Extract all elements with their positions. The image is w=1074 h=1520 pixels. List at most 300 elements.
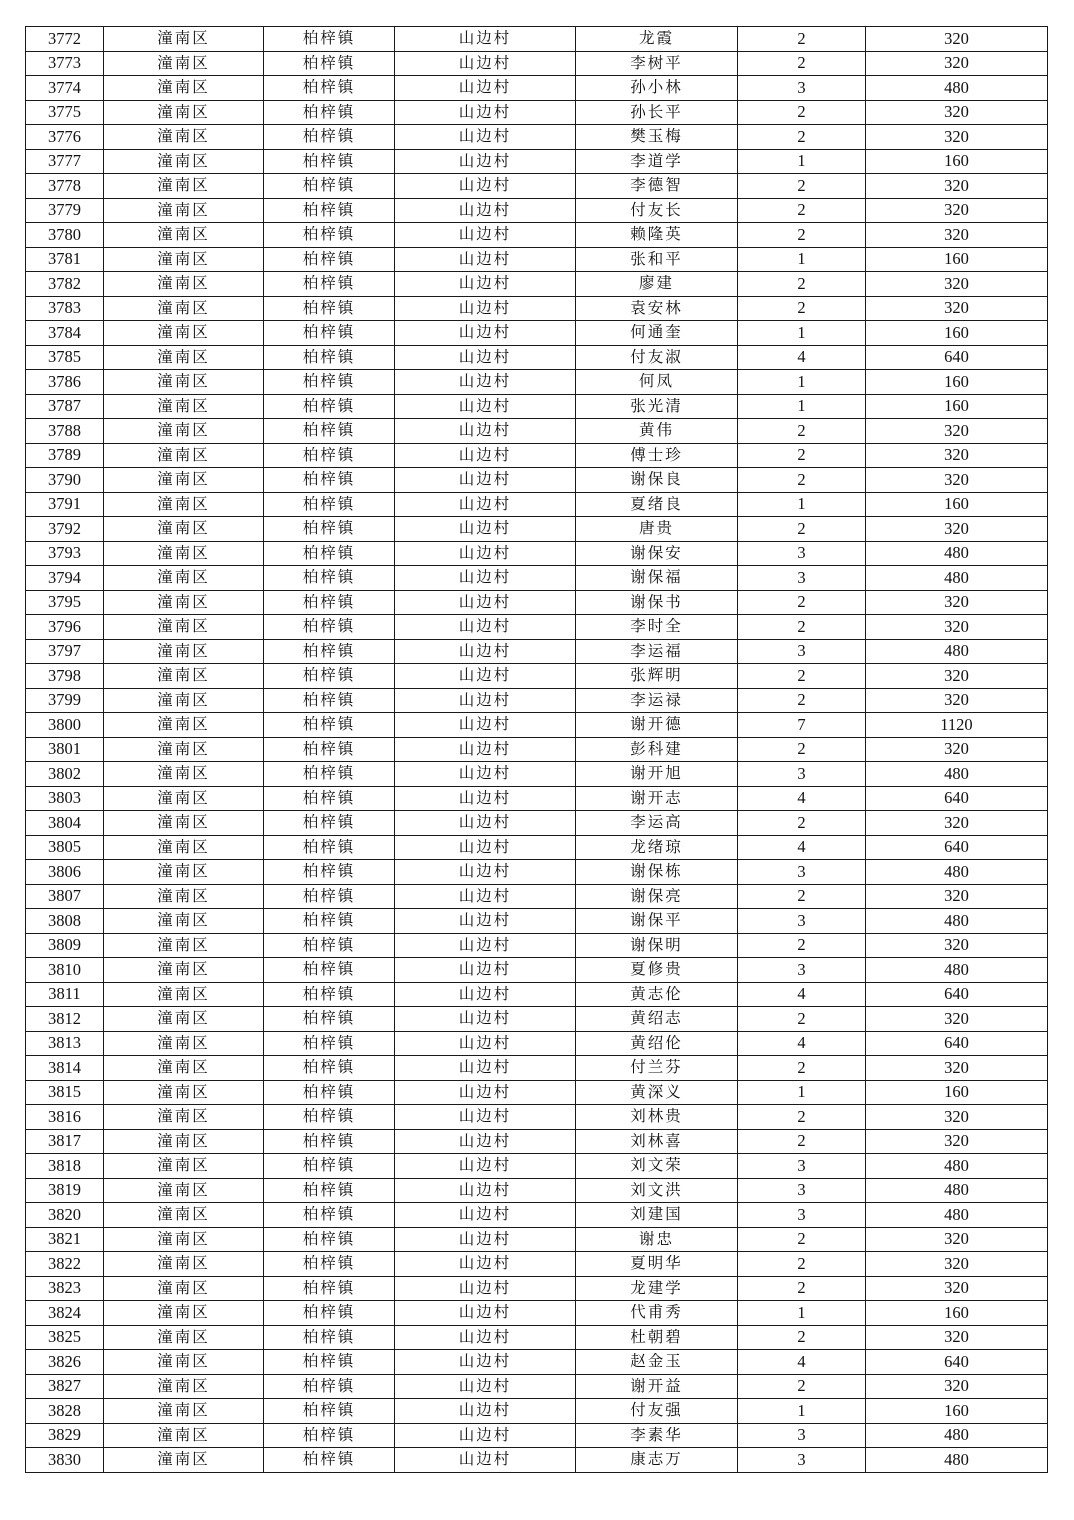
table-row — [26, 762, 1048, 787]
serial-number-cell: 3792 — [26, 517, 104, 542]
name-cell: 刘文洪 — [576, 1178, 738, 1203]
household-size-cell: 3 — [738, 762, 866, 787]
serial-number-cell: 3801 — [26, 737, 104, 762]
amount-cell: 160 — [866, 321, 1048, 346]
serial-number-cell: 3786 — [26, 370, 104, 395]
village-cell: 山边村 — [395, 860, 576, 885]
district-cell: 潼南区 — [104, 786, 264, 811]
table-row — [26, 125, 1048, 150]
village-cell: 山边村 — [395, 811, 576, 836]
table-body — [26, 27, 1048, 1473]
village-cell: 山边村 — [395, 198, 576, 223]
district-cell: 潼南区 — [104, 566, 264, 591]
household-size-cell: 2 — [738, 174, 866, 199]
district-cell: 潼南区 — [104, 1325, 264, 1350]
name-cell: 谢保平 — [576, 909, 738, 934]
town-cell: 柏梓镇 — [264, 1448, 395, 1473]
village-cell: 山边村 — [395, 1325, 576, 1350]
name-cell: 袁安林 — [576, 296, 738, 321]
household-size-cell: 4 — [738, 786, 866, 811]
village-cell: 山边村 — [395, 1374, 576, 1399]
household-size-cell: 1 — [738, 247, 866, 272]
household-size-cell: 3 — [738, 1203, 866, 1228]
serial-number-cell: 3800 — [26, 713, 104, 738]
name-cell: 廖建 — [576, 272, 738, 297]
district-cell: 潼南区 — [104, 958, 264, 983]
amount-cell: 320 — [866, 811, 1048, 836]
amount-cell: 320 — [866, 419, 1048, 444]
amount-cell: 320 — [866, 1056, 1048, 1081]
serial-number-cell: 3804 — [26, 811, 104, 836]
household-size-cell: 2 — [738, 884, 866, 909]
name-cell: 谢开德 — [576, 713, 738, 738]
amount-cell: 480 — [866, 566, 1048, 591]
town-cell: 柏梓镇 — [264, 100, 395, 125]
name-cell: 龙霞 — [576, 27, 738, 52]
village-cell: 山边村 — [395, 590, 576, 615]
amount-cell: 320 — [866, 615, 1048, 640]
village-cell: 山边村 — [395, 566, 576, 591]
table-row — [26, 909, 1048, 934]
amount-cell: 320 — [866, 443, 1048, 468]
village-cell: 山边村 — [395, 909, 576, 934]
table-row — [26, 76, 1048, 101]
serial-number-cell: 3781 — [26, 247, 104, 272]
name-cell: 龙绪琼 — [576, 835, 738, 860]
table-row — [26, 1374, 1048, 1399]
table-row — [26, 492, 1048, 517]
district-cell: 潼南区 — [104, 1031, 264, 1056]
name-cell: 李时全 — [576, 615, 738, 640]
serial-number-cell: 3809 — [26, 933, 104, 958]
serial-number-cell: 3805 — [26, 835, 104, 860]
serial-number-cell: 3808 — [26, 909, 104, 934]
district-cell: 潼南区 — [104, 1448, 264, 1473]
household-size-cell: 2 — [738, 1007, 866, 1032]
village-cell: 山边村 — [395, 982, 576, 1007]
table-row — [26, 1178, 1048, 1203]
town-cell: 柏梓镇 — [264, 468, 395, 493]
name-cell: 康志万 — [576, 1448, 738, 1473]
village-cell: 山边村 — [395, 933, 576, 958]
table-row — [26, 419, 1048, 444]
serial-number-cell: 3797 — [26, 639, 104, 664]
amount-cell: 160 — [866, 1301, 1048, 1326]
serial-number-cell: 3774 — [26, 76, 104, 101]
serial-number-cell: 3816 — [26, 1105, 104, 1130]
town-cell: 柏梓镇 — [264, 345, 395, 370]
village-cell: 山边村 — [395, 394, 576, 419]
amount-cell: 640 — [866, 835, 1048, 860]
district-cell: 潼南区 — [104, 27, 264, 52]
amount-cell: 160 — [866, 370, 1048, 395]
table-row — [26, 786, 1048, 811]
table-row — [26, 615, 1048, 640]
household-size-cell: 7 — [738, 713, 866, 738]
name-cell: 付友长 — [576, 198, 738, 223]
village-cell: 山边村 — [395, 296, 576, 321]
household-size-cell: 2 — [738, 27, 866, 52]
table-row — [26, 1423, 1048, 1448]
table-row — [26, 1031, 1048, 1056]
name-cell: 谢开志 — [576, 786, 738, 811]
household-size-cell: 2 — [738, 1129, 866, 1154]
amount-cell: 320 — [866, 1227, 1048, 1252]
town-cell: 柏梓镇 — [264, 1276, 395, 1301]
town-cell: 柏梓镇 — [264, 590, 395, 615]
town-cell: 柏梓镇 — [264, 713, 395, 738]
household-size-cell: 3 — [738, 909, 866, 934]
district-cell: 潼南区 — [104, 321, 264, 346]
district-cell: 潼南区 — [104, 51, 264, 76]
table-row — [26, 639, 1048, 664]
district-cell: 潼南区 — [104, 541, 264, 566]
village-cell: 山边村 — [395, 247, 576, 272]
district-cell: 潼南区 — [104, 198, 264, 223]
town-cell: 柏梓镇 — [264, 27, 395, 52]
district-cell: 潼南区 — [104, 1129, 264, 1154]
village-cell: 山边村 — [395, 1056, 576, 1081]
name-cell: 谢保书 — [576, 590, 738, 615]
amount-cell: 480 — [866, 76, 1048, 101]
village-cell: 山边村 — [395, 443, 576, 468]
amount-cell: 320 — [866, 100, 1048, 125]
village-cell: 山边村 — [395, 468, 576, 493]
village-cell: 山边村 — [395, 688, 576, 713]
name-cell: 黄绍志 — [576, 1007, 738, 1032]
serial-number-cell: 3775 — [26, 100, 104, 125]
town-cell: 柏梓镇 — [264, 174, 395, 199]
name-cell: 何凤 — [576, 370, 738, 395]
name-cell: 刘建国 — [576, 1203, 738, 1228]
table-row — [26, 1325, 1048, 1350]
town-cell: 柏梓镇 — [264, 811, 395, 836]
district-cell: 潼南区 — [104, 664, 264, 689]
household-size-cell: 3 — [738, 76, 866, 101]
household-size-cell: 2 — [738, 1276, 866, 1301]
district-cell: 潼南区 — [104, 149, 264, 174]
town-cell: 柏梓镇 — [264, 1007, 395, 1032]
district-cell: 潼南区 — [104, 1056, 264, 1081]
household-size-cell: 1 — [738, 492, 866, 517]
town-cell: 柏梓镇 — [264, 247, 395, 272]
town-cell: 柏梓镇 — [264, 835, 395, 860]
district-cell: 潼南区 — [104, 296, 264, 321]
amount-cell: 320 — [866, 51, 1048, 76]
name-cell: 黄绍伦 — [576, 1031, 738, 1056]
table-row — [26, 100, 1048, 125]
name-cell: 付友淑 — [576, 345, 738, 370]
district-cell: 潼南区 — [104, 811, 264, 836]
table-row — [26, 27, 1048, 52]
table-row — [26, 1227, 1048, 1252]
serial-number-cell: 3776 — [26, 125, 104, 150]
name-cell: 李德智 — [576, 174, 738, 199]
table-row — [26, 149, 1048, 174]
town-cell: 柏梓镇 — [264, 370, 395, 395]
amount-cell: 1120 — [866, 713, 1048, 738]
amount-cell: 160 — [866, 149, 1048, 174]
village-cell: 山边村 — [395, 100, 576, 125]
village-cell: 山边村 — [395, 958, 576, 983]
name-cell: 孙小林 — [576, 76, 738, 101]
serial-number-cell: 3817 — [26, 1129, 104, 1154]
household-size-cell: 2 — [738, 615, 866, 640]
table-row — [26, 1276, 1048, 1301]
serial-number-cell: 3802 — [26, 762, 104, 787]
town-cell: 柏梓镇 — [264, 419, 395, 444]
serial-number-cell: 3788 — [26, 419, 104, 444]
household-size-cell: 2 — [738, 468, 866, 493]
amount-cell: 480 — [866, 1423, 1048, 1448]
serial-number-cell: 3799 — [26, 688, 104, 713]
village-cell: 山边村 — [395, 174, 576, 199]
town-cell: 柏梓镇 — [264, 1350, 395, 1375]
town-cell: 柏梓镇 — [264, 272, 395, 297]
amount-cell: 320 — [866, 517, 1048, 542]
town-cell: 柏梓镇 — [264, 1031, 395, 1056]
table-row — [26, 1203, 1048, 1228]
district-cell: 潼南区 — [104, 737, 264, 762]
table-row — [26, 1399, 1048, 1424]
town-cell: 柏梓镇 — [264, 492, 395, 517]
amount-cell: 320 — [866, 1252, 1048, 1277]
table-row — [26, 517, 1048, 542]
table-row — [26, 247, 1048, 272]
town-cell: 柏梓镇 — [264, 1105, 395, 1130]
amount-cell: 320 — [866, 468, 1048, 493]
household-size-cell: 2 — [738, 125, 866, 150]
table-row — [26, 1007, 1048, 1032]
village-cell: 山边村 — [395, 51, 576, 76]
town-cell: 柏梓镇 — [264, 615, 395, 640]
serial-number-cell: 3810 — [26, 958, 104, 983]
name-cell: 夏修贵 — [576, 958, 738, 983]
amount-cell: 320 — [866, 688, 1048, 713]
town-cell: 柏梓镇 — [264, 664, 395, 689]
name-cell: 谢开益 — [576, 1374, 738, 1399]
town-cell: 柏梓镇 — [264, 1374, 395, 1399]
name-cell: 李道学 — [576, 149, 738, 174]
table-row — [26, 1448, 1048, 1473]
serial-number-cell: 3823 — [26, 1276, 104, 1301]
serial-number-cell: 3811 — [26, 982, 104, 1007]
town-cell: 柏梓镇 — [264, 1203, 395, 1228]
district-cell: 潼南区 — [104, 76, 264, 101]
district-cell: 潼南区 — [104, 247, 264, 272]
household-size-cell: 4 — [738, 835, 866, 860]
town-cell: 柏梓镇 — [264, 1252, 395, 1277]
table-row — [26, 1080, 1048, 1105]
household-size-cell: 2 — [738, 223, 866, 248]
table-row — [26, 688, 1048, 713]
town-cell: 柏梓镇 — [264, 860, 395, 885]
serial-number-cell: 3825 — [26, 1325, 104, 1350]
name-cell: 张光清 — [576, 394, 738, 419]
town-cell: 柏梓镇 — [264, 566, 395, 591]
serial-number-cell: 3777 — [26, 149, 104, 174]
name-cell: 谢保明 — [576, 933, 738, 958]
name-cell: 付兰芬 — [576, 1056, 738, 1081]
household-size-cell: 4 — [738, 345, 866, 370]
amount-cell: 320 — [866, 1007, 1048, 1032]
village-cell: 山边村 — [395, 737, 576, 762]
town-cell: 柏梓镇 — [264, 1325, 395, 1350]
village-cell: 山边村 — [395, 1154, 576, 1179]
amount-cell: 320 — [866, 125, 1048, 150]
village-cell: 山边村 — [395, 541, 576, 566]
town-cell: 柏梓镇 — [264, 517, 395, 542]
serial-number-cell: 3794 — [26, 566, 104, 591]
serial-number-cell: 3785 — [26, 345, 104, 370]
district-cell: 潼南区 — [104, 223, 264, 248]
name-cell: 谢保安 — [576, 541, 738, 566]
table-row — [26, 370, 1048, 395]
amount-cell: 320 — [866, 174, 1048, 199]
household-size-cell: 2 — [738, 1056, 866, 1081]
serial-number-cell: 3778 — [26, 174, 104, 199]
village-cell: 山边村 — [395, 125, 576, 150]
district-cell: 潼南区 — [104, 1105, 264, 1130]
household-size-cell: 4 — [738, 982, 866, 1007]
name-cell: 李素华 — [576, 1423, 738, 1448]
name-cell: 赵金玉 — [576, 1350, 738, 1375]
household-size-cell: 3 — [738, 958, 866, 983]
table-row — [26, 884, 1048, 909]
town-cell: 柏梓镇 — [264, 737, 395, 762]
town-cell: 柏梓镇 — [264, 125, 395, 150]
town-cell: 柏梓镇 — [264, 198, 395, 223]
table-row — [26, 1056, 1048, 1081]
household-size-cell: 2 — [738, 1325, 866, 1350]
district-cell: 潼南区 — [104, 1007, 264, 1032]
name-cell: 孙长平 — [576, 100, 738, 125]
amount-cell: 640 — [866, 1031, 1048, 1056]
household-size-cell: 2 — [738, 272, 866, 297]
household-size-cell: 3 — [738, 1154, 866, 1179]
name-cell: 代甫秀 — [576, 1301, 738, 1326]
village-cell: 山边村 — [395, 370, 576, 395]
town-cell: 柏梓镇 — [264, 786, 395, 811]
name-cell: 张辉明 — [576, 664, 738, 689]
name-cell: 刘文荣 — [576, 1154, 738, 1179]
serial-number-cell: 3795 — [26, 590, 104, 615]
name-cell: 杜朝碧 — [576, 1325, 738, 1350]
village-cell: 山边村 — [395, 321, 576, 346]
household-size-cell: 2 — [738, 51, 866, 76]
table-row — [26, 811, 1048, 836]
village-cell: 山边村 — [395, 1276, 576, 1301]
village-cell: 山边村 — [395, 762, 576, 787]
village-cell: 山边村 — [395, 1301, 576, 1326]
village-cell: 山边村 — [395, 76, 576, 101]
district-cell: 潼南区 — [104, 174, 264, 199]
town-cell: 柏梓镇 — [264, 884, 395, 909]
district-cell: 潼南区 — [104, 933, 264, 958]
amount-cell: 320 — [866, 198, 1048, 223]
serial-number-cell: 3826 — [26, 1350, 104, 1375]
town-cell: 柏梓镇 — [264, 1080, 395, 1105]
district-cell: 潼南区 — [104, 1399, 264, 1424]
household-size-cell: 2 — [738, 933, 866, 958]
amount-cell: 320 — [866, 884, 1048, 909]
town-cell: 柏梓镇 — [264, 1056, 395, 1081]
serial-number-cell: 3819 — [26, 1178, 104, 1203]
name-cell: 傅士珍 — [576, 443, 738, 468]
table-row — [26, 933, 1048, 958]
district-cell: 潼南区 — [104, 1350, 264, 1375]
district-cell: 潼南区 — [104, 909, 264, 934]
district-cell: 潼南区 — [104, 835, 264, 860]
table-row — [26, 860, 1048, 885]
table-row — [26, 345, 1048, 370]
town-cell: 柏梓镇 — [264, 51, 395, 76]
town-cell: 柏梓镇 — [264, 1154, 395, 1179]
district-cell: 潼南区 — [104, 590, 264, 615]
household-size-cell: 2 — [738, 296, 866, 321]
serial-number-cell: 3824 — [26, 1301, 104, 1326]
name-cell: 黄伟 — [576, 419, 738, 444]
village-cell: 山边村 — [395, 713, 576, 738]
amount-cell: 320 — [866, 590, 1048, 615]
amount-cell: 320 — [866, 1105, 1048, 1130]
amount-cell: 480 — [866, 762, 1048, 787]
household-size-cell: 2 — [738, 664, 866, 689]
amount-cell: 320 — [866, 1129, 1048, 1154]
name-cell: 刘林贵 — [576, 1105, 738, 1130]
district-cell: 潼南区 — [104, 688, 264, 713]
village-cell: 山边村 — [395, 884, 576, 909]
household-size-cell: 3 — [738, 1448, 866, 1473]
name-cell: 樊玉梅 — [576, 125, 738, 150]
table-row — [26, 713, 1048, 738]
serial-number-cell: 3796 — [26, 615, 104, 640]
table-row — [26, 1154, 1048, 1179]
town-cell: 柏梓镇 — [264, 149, 395, 174]
household-size-cell: 2 — [738, 1252, 866, 1277]
name-cell: 赖隆英 — [576, 223, 738, 248]
town-cell: 柏梓镇 — [264, 688, 395, 713]
table-row — [26, 1350, 1048, 1375]
name-cell: 夏明华 — [576, 1252, 738, 1277]
district-cell: 潼南区 — [104, 1374, 264, 1399]
name-cell: 夏绪良 — [576, 492, 738, 517]
amount-cell: 160 — [866, 1080, 1048, 1105]
data-table — [25, 26, 1048, 1473]
town-cell: 柏梓镇 — [264, 1423, 395, 1448]
serial-number-cell: 3829 — [26, 1423, 104, 1448]
village-cell: 山边村 — [395, 1129, 576, 1154]
household-size-cell: 3 — [738, 1423, 866, 1448]
household-size-cell: 2 — [738, 1227, 866, 1252]
table-row — [26, 174, 1048, 199]
serial-number-cell: 3780 — [26, 223, 104, 248]
name-cell: 龙建学 — [576, 1276, 738, 1301]
amount-cell: 160 — [866, 1399, 1048, 1424]
district-cell: 潼南区 — [104, 517, 264, 542]
amount-cell: 160 — [866, 247, 1048, 272]
name-cell: 谢忠 — [576, 1227, 738, 1252]
household-size-cell: 3 — [738, 860, 866, 885]
household-size-cell: 1 — [738, 1080, 866, 1105]
village-cell: 山边村 — [395, 1227, 576, 1252]
amount-cell: 480 — [866, 639, 1048, 664]
table-row — [26, 394, 1048, 419]
village-cell: 山边村 — [395, 223, 576, 248]
village-cell: 山边村 — [395, 835, 576, 860]
town-cell: 柏梓镇 — [264, 909, 395, 934]
household-size-cell: 2 — [738, 688, 866, 713]
